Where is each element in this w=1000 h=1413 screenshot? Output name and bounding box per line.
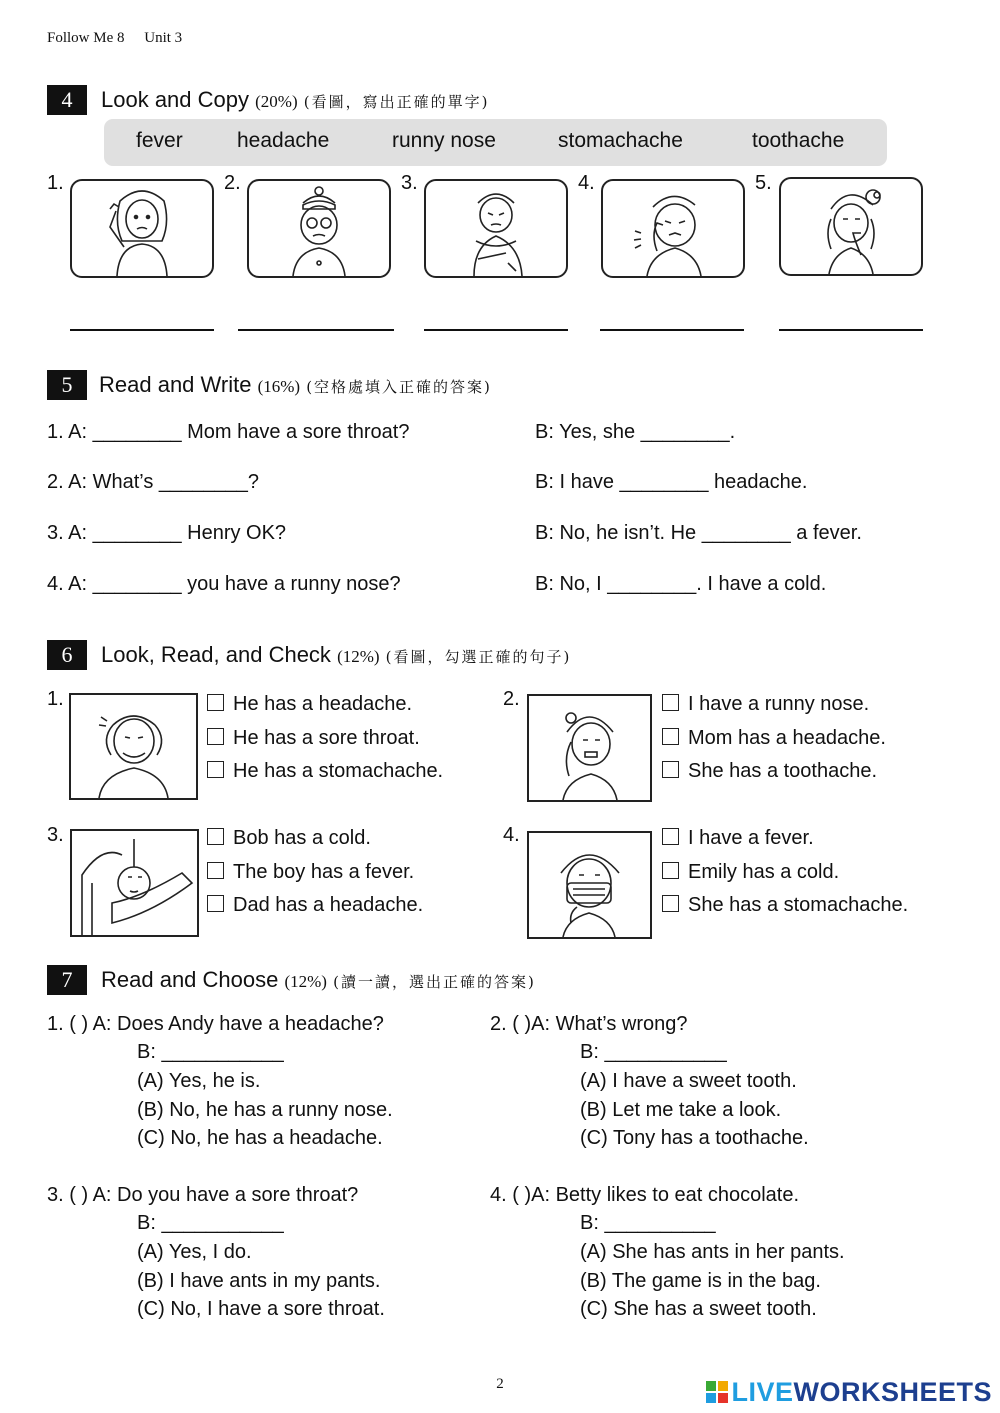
section-6-title — [101, 642, 571, 668]
section-7-title-text: Read and Choose — [101, 967, 279, 992]
girl-holding-head-icon — [70, 179, 214, 278]
choice-option: (C) No, he has a headache. — [137, 1127, 383, 1149]
picture-number: 2. — [224, 172, 241, 194]
item-number: 3. — [47, 824, 64, 846]
checkbox[interactable] — [207, 694, 224, 711]
check-option[interactable]: She has a toothache. — [662, 760, 877, 783]
word-bank-item: headache — [237, 129, 330, 152]
fill-in-answer[interactable]: B: No, I ________. I have a cold. — [535, 573, 827, 595]
choice-option: (B) I have ants in my pants. — [137, 1270, 381, 1292]
word-bank-item: stomachache — [558, 129, 683, 152]
choice-response: B: ___________ — [137, 1212, 284, 1234]
answer-line-1[interactable] — [70, 329, 214, 331]
section-7-number: 7 — [47, 965, 87, 995]
checkbox[interactable] — [207, 828, 224, 845]
section-4-percent: (20%) — [255, 92, 298, 111]
choice-option: (A) I have a sweet tooth. — [580, 1070, 797, 1092]
check-option[interactable]: He has a headache. — [207, 693, 412, 716]
section-7-title — [101, 967, 536, 993]
checkbox[interactable] — [662, 694, 679, 711]
choice-question[interactable]: 2. ( )A: What’s wrong? — [490, 1013, 688, 1035]
answer-line-2[interactable] — [238, 329, 394, 331]
word-bank — [104, 119, 887, 166]
checkbox[interactable] — [662, 828, 679, 845]
answer-line-4[interactable] — [600, 329, 744, 331]
choice-option: (B) Let me take a look. — [580, 1099, 782, 1121]
choice-question[interactable]: 1. ( ) A: Does Andy have a headache? — [47, 1013, 384, 1035]
picture-number: 5. — [755, 172, 772, 194]
item-number: 1. — [47, 688, 64, 710]
choice-option: (A) Yes, he is. — [137, 1070, 261, 1092]
check-option[interactable]: He has a sore throat. — [207, 727, 420, 750]
choice-option: (A) She has ants in her pants. — [580, 1241, 845, 1263]
choice-response: B: ___________ — [137, 1041, 284, 1063]
check-option[interactable]: I have a fever. — [662, 827, 814, 850]
girl-holding-cheek-icon — [527, 694, 652, 802]
fill-in-question[interactable]: 1. A: ________ Mom have a sore throat? — [47, 421, 410, 443]
choice-option: (A) Yes, I do. — [137, 1241, 252, 1263]
liveworksheets-logo-icon — [706, 1379, 728, 1401]
section-6-title-text: Look, Read, and Check — [101, 642, 331, 667]
fill-in-answer[interactable]: B: No, he isn’t. He ________ a fever. — [535, 522, 862, 544]
brand-worksheets: WORKSHEETS — [793, 1377, 992, 1407]
item-number: 2. — [503, 688, 520, 710]
fill-in-question[interactable]: 2. A: What’s ________? — [47, 471, 260, 493]
choice-response: B: ___________ — [580, 1041, 727, 1063]
checkbox[interactable] — [662, 761, 679, 778]
section-5-number: 5 — [47, 370, 87, 400]
checkbox[interactable] — [662, 862, 679, 879]
page-number: 2 — [496, 1376, 504, 1392]
section-4-title-text: Look and Copy — [101, 87, 249, 112]
section-7-percent: (12%) — [284, 972, 327, 991]
section-6-number: 6 — [47, 640, 87, 670]
brand-live: LIVE — [731, 1377, 794, 1407]
checkbox[interactable] — [662, 895, 679, 912]
answer-line-3[interactable] — [424, 329, 568, 331]
fill-in-answer[interactable]: B: I have ________ headache. — [535, 471, 808, 493]
checkbox[interactable] — [662, 728, 679, 745]
section-5-percent: (16%) — [257, 377, 301, 396]
word-bank-item: fever — [136, 129, 183, 152]
check-option[interactable]: She has a stomachache. — [662, 894, 908, 917]
checkbox[interactable] — [207, 895, 224, 912]
girl-with-mask-icon — [527, 831, 652, 939]
girl-with-ice-pack-icon — [247, 179, 391, 278]
picture-number: 1. — [47, 172, 64, 194]
man-holding-head-icon — [69, 693, 198, 800]
check-option[interactable]: The boy has a fever. — [207, 861, 414, 884]
check-option[interactable]: Dad has a headache. — [207, 894, 423, 917]
check-option[interactable]: Bob has a cold. — [207, 827, 371, 850]
choice-response: B: __________ — [580, 1212, 716, 1234]
boy-holding-cheek-icon — [601, 179, 745, 278]
choice-option: (C) No, I have a sore throat. — [137, 1298, 385, 1320]
choice-option: (B) No, he has a runny nose. — [137, 1099, 393, 1121]
check-option[interactable]: I have a runny nose. — [662, 693, 869, 716]
book-title: Follow Me 8 — [47, 30, 125, 46]
choice-option: (B) The game is in the bag. — [580, 1270, 821, 1292]
check-option[interactable]: Mom has a headache. — [662, 727, 886, 750]
section-5-instruction: (空格處填入正確的答案) — [306, 378, 492, 396]
choice-option: (C) Tony has a toothache. — [580, 1127, 809, 1149]
check-option[interactable]: Emily has a cold. — [662, 861, 839, 884]
fill-in-answer[interactable]: B: Yes, she ________. — [535, 421, 736, 443]
word-bank-item: toothache — [752, 129, 845, 152]
checkbox[interactable] — [207, 761, 224, 778]
checkbox[interactable] — [207, 862, 224, 879]
section-4-title — [101, 87, 489, 113]
word-bank-item: runny nose — [392, 129, 496, 152]
picture-number: 3. — [401, 172, 418, 194]
section-5-title — [99, 372, 492, 398]
check-option[interactable]: He has a stomachache. — [207, 760, 443, 783]
section-7-instruction: (讀一讀，選出正確的答案) — [333, 973, 536, 991]
choice-question[interactable]: 3. ( ) A: Do you have a sore throat? — [47, 1184, 359, 1206]
checkbox[interactable] — [207, 728, 224, 745]
section-4-number: 4 — [47, 85, 87, 115]
boy-in-bed-thermometer-icon — [70, 829, 199, 937]
girl-wiping-nose-icon — [779, 177, 923, 276]
item-number: 4. — [503, 824, 520, 846]
boy-holding-stomach-icon — [424, 179, 568, 278]
page-header — [47, 30, 198, 47]
section-5-title-text: Read and Write — [99, 372, 252, 397]
unit-title: Unit 3 — [144, 30, 183, 46]
picture-number: 4. — [578, 172, 595, 194]
fill-in-question[interactable]: 4. A: ________ you have a runny nose? — [47, 573, 401, 595]
section-4-instruction: (看圖，寫出正確的單字) — [303, 93, 490, 111]
section-6-percent: (12%) — [337, 647, 380, 666]
section-6-instruction: (看圖，勾選正確的句子) — [385, 648, 572, 666]
fill-in-question[interactable]: 3. A: ________ Henry OK? — [47, 522, 287, 544]
choice-option: (C) She has a sweet tooth. — [580, 1298, 817, 1320]
liveworksheets-logo[interactable] — [706, 1377, 992, 1408]
choice-question[interactable]: 4. ( )A: Betty likes to eat chocolate. — [490, 1184, 800, 1206]
answer-line-5[interactable] — [779, 329, 923, 331]
